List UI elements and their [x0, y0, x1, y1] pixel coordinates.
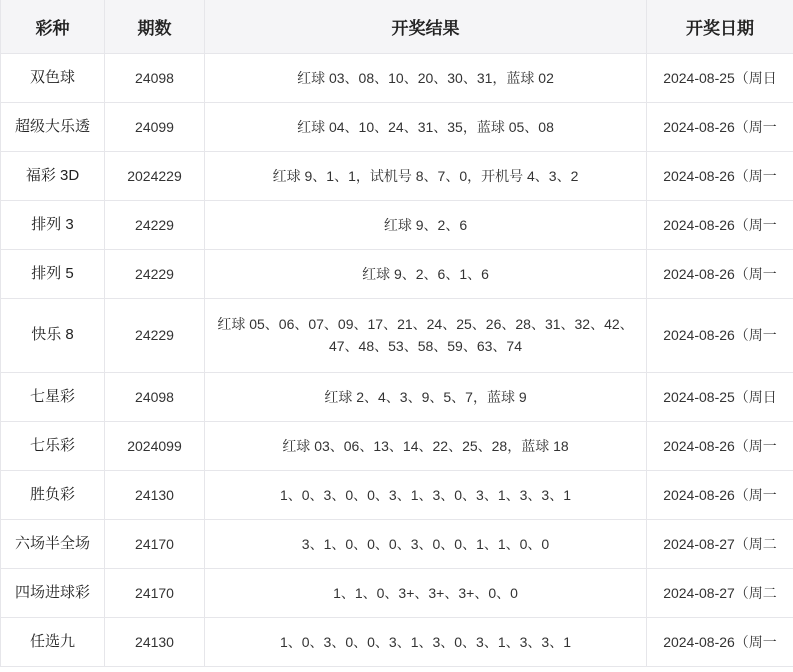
- cell-draw-date: 2024-08-25（周日: [647, 54, 793, 103]
- cell-draw-date: 2024-08-26（周一: [647, 299, 793, 373]
- cell-lottery-type: 胜负彩: [1, 470, 105, 519]
- cell-issue-number: 24130: [105, 470, 205, 519]
- cell-draw-result: 红球 2、4、3、9、5、7，蓝球 9: [205, 372, 647, 421]
- table-body: [1, 54, 793, 667]
- cell-issue-number: 24229: [105, 299, 205, 373]
- cell-issue-number: 2024229: [105, 152, 205, 201]
- cell-issue-number: 24098: [105, 372, 205, 421]
- cell-issue-number: 24229: [105, 201, 205, 250]
- cell-issue-number: 24098: [105, 54, 205, 103]
- table-row: [1, 470, 793, 519]
- cell-issue-number: 24099: [105, 103, 205, 152]
- column-header-result: 开奖结果: [205, 0, 647, 54]
- table-row: [1, 152, 793, 201]
- cell-lottery-type: 快乐 8: [1, 299, 105, 373]
- table-row: [1, 617, 793, 666]
- table-row: [1, 54, 793, 103]
- cell-issue-number: 24170: [105, 568, 205, 617]
- column-header-type: 彩种: [1, 0, 105, 54]
- cell-issue-number: 24130: [105, 617, 205, 666]
- table-row: [1, 103, 793, 152]
- cell-issue-number: 24229: [105, 250, 205, 299]
- cell-draw-date: 2024-08-26（周一: [647, 201, 793, 250]
- cell-draw-result: 1、0、3、0、0、3、1、3、0、3、1、3、3、1: [205, 470, 647, 519]
- cell-lottery-type: 六场半全场: [1, 519, 105, 568]
- cell-draw-date: 2024-08-27（周二: [647, 568, 793, 617]
- table-row: [1, 299, 793, 373]
- cell-lottery-type: 排列 5: [1, 250, 105, 299]
- table-row: [1, 568, 793, 617]
- cell-draw-result: 红球 03、06、13、14、22、25、28，蓝球 18: [205, 421, 647, 470]
- cell-draw-result: 红球 9、2、6、1、6: [205, 250, 647, 299]
- cell-lottery-type: 任选九: [1, 617, 105, 666]
- cell-draw-date: 2024-08-27（周二: [647, 519, 793, 568]
- cell-draw-date: 2024-08-26（周一: [647, 421, 793, 470]
- table-row: [1, 201, 793, 250]
- cell-draw-result: 红球 05、06、07、09、17、21、24、25、26、28、31、32、42、47、48、53、58、59、63、74: [205, 299, 647, 373]
- cell-issue-number: 2024099: [105, 421, 205, 470]
- cell-draw-result: 红球 03、08、10、20、30、31，蓝球 02: [205, 54, 647, 103]
- cell-draw-result: 3、1、0、0、0、3、0、0、1、1、0、0: [205, 519, 647, 568]
- cell-draw-result: 红球 04、10、24、31、35，蓝球 05、08: [205, 103, 647, 152]
- cell-lottery-type: 排列 3: [1, 201, 105, 250]
- cell-lottery-type: 福彩 3D: [1, 152, 105, 201]
- cell-draw-result: 红球 9、1、1，试机号 8、7、0，开机号 4、3、2: [205, 152, 647, 201]
- cell-lottery-type: 双色球: [1, 54, 105, 103]
- cell-draw-date: 2024-08-26（周一: [647, 250, 793, 299]
- cell-lottery-type: 超级大乐透: [1, 103, 105, 152]
- cell-draw-date: 2024-08-26（周一: [647, 152, 793, 201]
- cell-draw-date: 2024-08-26（周一: [647, 617, 793, 666]
- cell-draw-date: 2024-08-25（周日: [647, 372, 793, 421]
- cell-lottery-type: 七乐彩: [1, 421, 105, 470]
- table-header-row: [1, 0, 793, 54]
- cell-issue-number: 24170: [105, 519, 205, 568]
- cell-draw-result: 红球 9、2、6: [205, 201, 647, 250]
- table-row: [1, 372, 793, 421]
- table-row: [1, 250, 793, 299]
- cell-draw-result: 1、1、0、3+、3+、3+、0、0: [205, 568, 647, 617]
- column-header-issue: 期数: [105, 0, 205, 54]
- cell-lottery-type: 七星彩: [1, 372, 105, 421]
- cell-draw-date: 2024-08-26（周一: [647, 470, 793, 519]
- cell-lottery-type: 四场进球彩: [1, 568, 105, 617]
- table-row: [1, 519, 793, 568]
- cell-draw-result: 1、0、3、0、0、3、1、3、0、3、1、3、3、1: [205, 617, 647, 666]
- table-header: [1, 0, 793, 54]
- column-header-date: 开奖日期: [647, 0, 793, 54]
- table-row: [1, 421, 793, 470]
- cell-draw-date: 2024-08-26（周一: [647, 103, 793, 152]
